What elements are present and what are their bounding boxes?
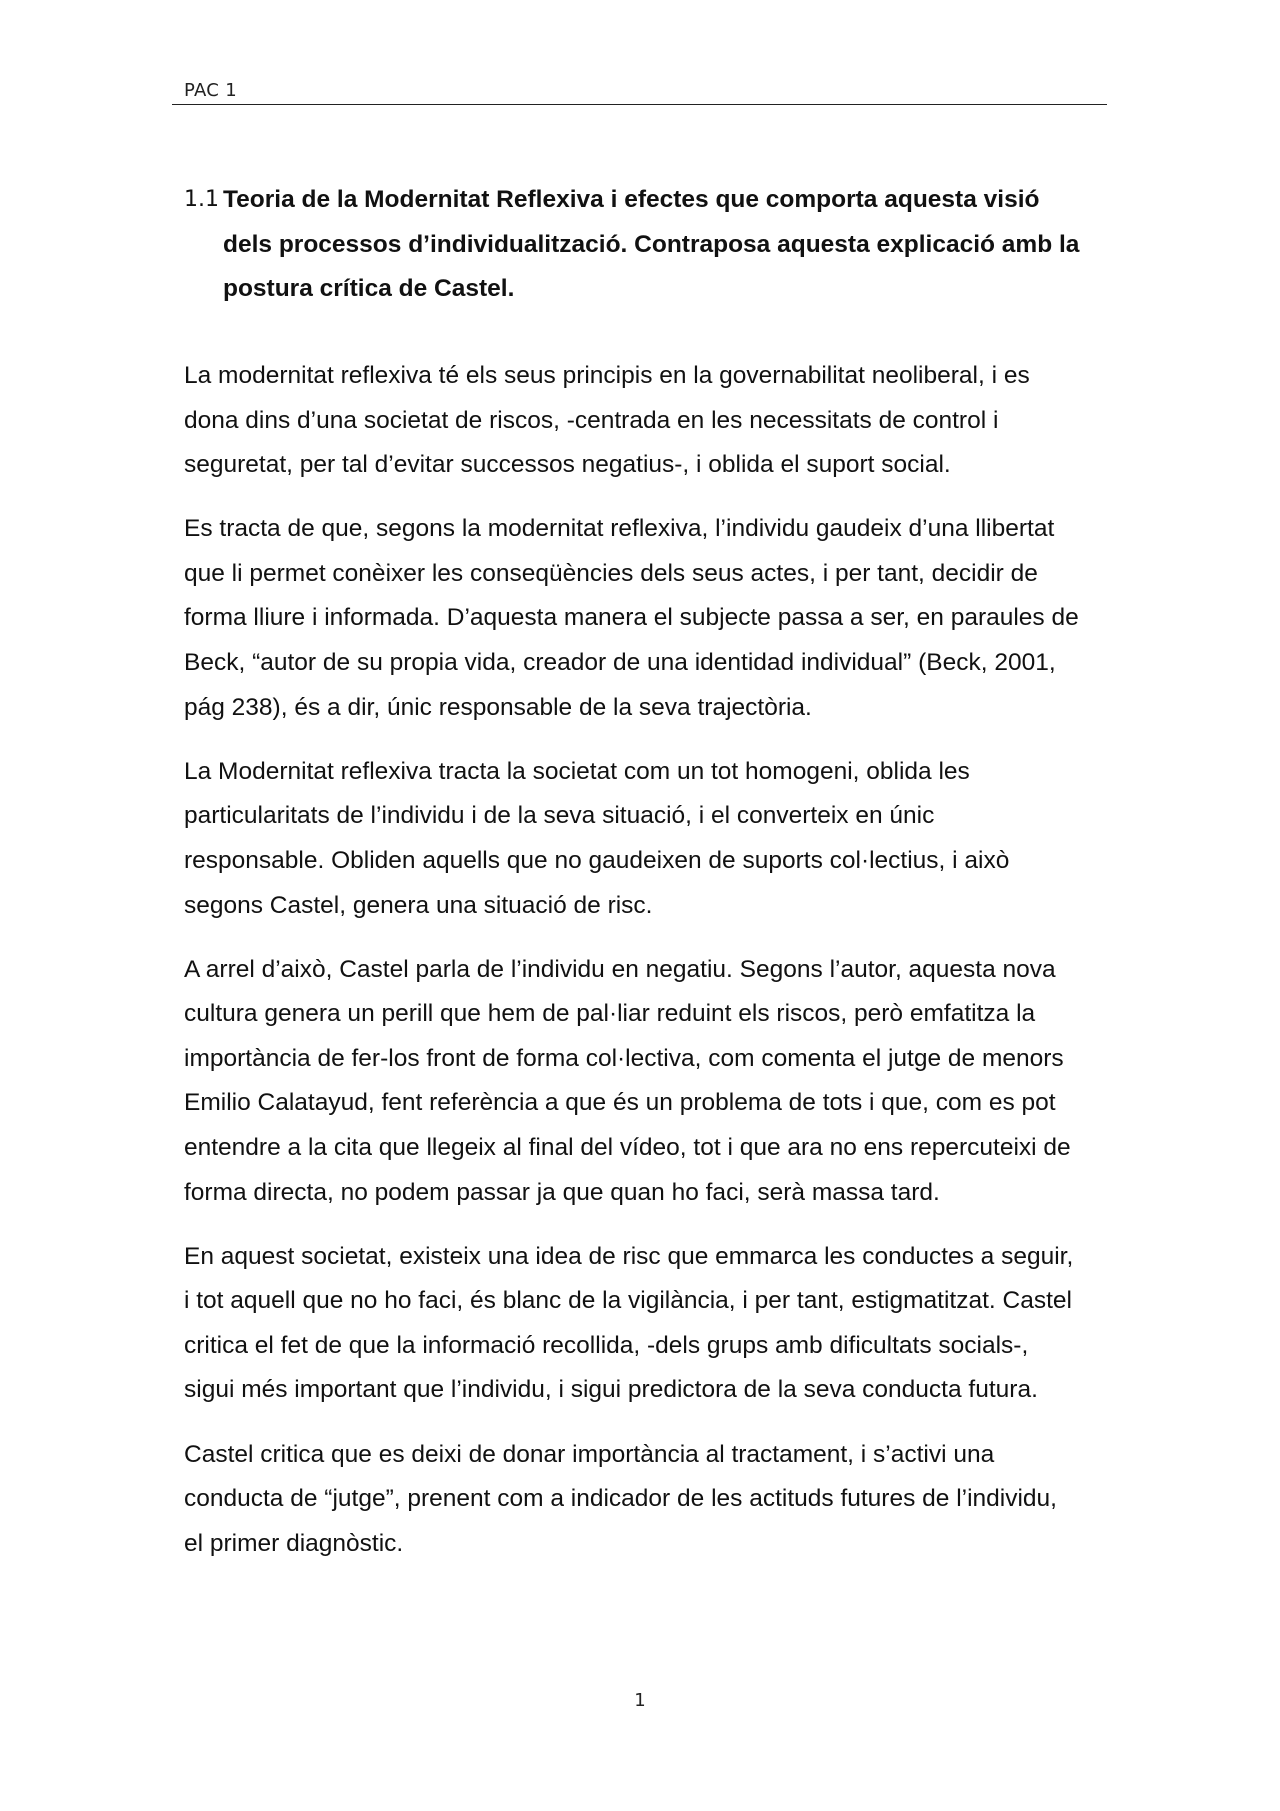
paragraph-line: que li permet conèixer les conseqüències dels seus actes, i per tant, decidir de (184, 559, 1038, 587)
section-title-line: Teoria de la Modernitat Reflexiva i efectes que comporta aquesta visió (223, 186, 1040, 213)
document-body (184, 354, 1134, 1586)
paragraph-line: importància de fer-los front de forma col·lectiva, com comenta el jutge de menors (184, 1044, 1064, 1072)
section-heading (184, 178, 1144, 312)
paragraph-line: dona dins d’una societat de riscos, -centrada en les necessitats de control i (184, 406, 999, 434)
section-title (223, 178, 1144, 312)
paragraph-line: segons Castel, genera una situació de risc. (184, 891, 653, 919)
paragraph-line: particularitats de l’individu i de la seva situació, i el converteix en únic (184, 802, 935, 830)
paragraph-line: forma lliure i informada. D’aquesta manera el subjecte passa a ser, en paraules de (184, 604, 1079, 632)
section-title-line: dels processos d’individualització. Contraposa aquesta explicació amb la (223, 230, 1080, 258)
paragraph-line: pág 238), és a dir, únic responsable de la seva trajectòria. (184, 693, 812, 721)
paragraph-line: Beck, “autor de su propia vida, creador de una identidad individual” (Beck, 2001, (184, 649, 1056, 677)
section-number: 1.1 (184, 187, 219, 212)
page-header: PAC 1 (184, 80, 237, 101)
paragraph (184, 1235, 1134, 1413)
header-divider (172, 104, 1107, 105)
paragraph (184, 948, 1134, 1216)
paragraph-line: La Modernitat reflexiva tracta la societat com un tot homogeni, oblida les (184, 757, 970, 785)
paragraph-line: cultura genera un perill que hem de pal·liar reduint els riscos, però emfatitza la (184, 1000, 1036, 1028)
paragraph-line: Emilio Calatayud, fent referència a que és un problema de tots i que, com es pot (184, 1089, 1056, 1117)
paragraph-line: critica el fet de que la informació recollida, -dels grups amb dificultats socials-, (184, 1331, 1029, 1359)
paragraph-line: forma directa, no podem passar ja que quan ho faci, serà massa tard. (184, 1178, 940, 1206)
paragraph-line: conducta de “jutge”, prenent com a indicador de les actituds futures de l’individu, (184, 1485, 1057, 1513)
paragraph-line: seguretat, per tal d’evitar successos negatius-, i oblida el suport social. (184, 451, 951, 479)
paragraph-line: responsable. Obliden aquells que no gaudeixen de suports col·lectius, i això (184, 846, 1010, 874)
paragraph (184, 354, 1134, 488)
paragraph-line: En aquest societat, existeix una idea de risc que emmarca les conductes a seguir, (184, 1242, 1074, 1270)
paragraph-line: A arrel d’això, Castel parla de l’individu en negatiu. Segons l’autor, aquesta nova (184, 955, 1056, 983)
paragraph (184, 750, 1134, 928)
paragraph-line: Es tracta de que, segons la modernitat reflexiva, l’individu gaudeix d’una llibertat (184, 515, 1055, 543)
paragraph (184, 1433, 1134, 1567)
paragraph-line: sigui més important que l’individu, i sigui predictora de la seva conducta futura. (184, 1376, 1038, 1404)
paragraph-line: La modernitat reflexiva té els seus principis en la governabilitat neoliberal, i es (184, 362, 1030, 389)
section-title-line: postura crítica de Castel. (223, 275, 515, 302)
paragraph-line: entendre a la cita que llegeix al final del vídeo, tot i que ara no ens repercuteixi de (184, 1134, 1071, 1161)
paragraph-line: el primer diagnòstic. (184, 1529, 404, 1557)
paragraph-line: i tot aquell que no ho faci, és blanc de la vigilància, i per tant, estigmatitzat. Castel (184, 1287, 1072, 1315)
paragraph-line: Castel critica que es deixi de donar importància al tractament, i s’activi una (184, 1440, 995, 1468)
paragraph (184, 507, 1134, 730)
page-number: 1 (634, 1690, 646, 1711)
